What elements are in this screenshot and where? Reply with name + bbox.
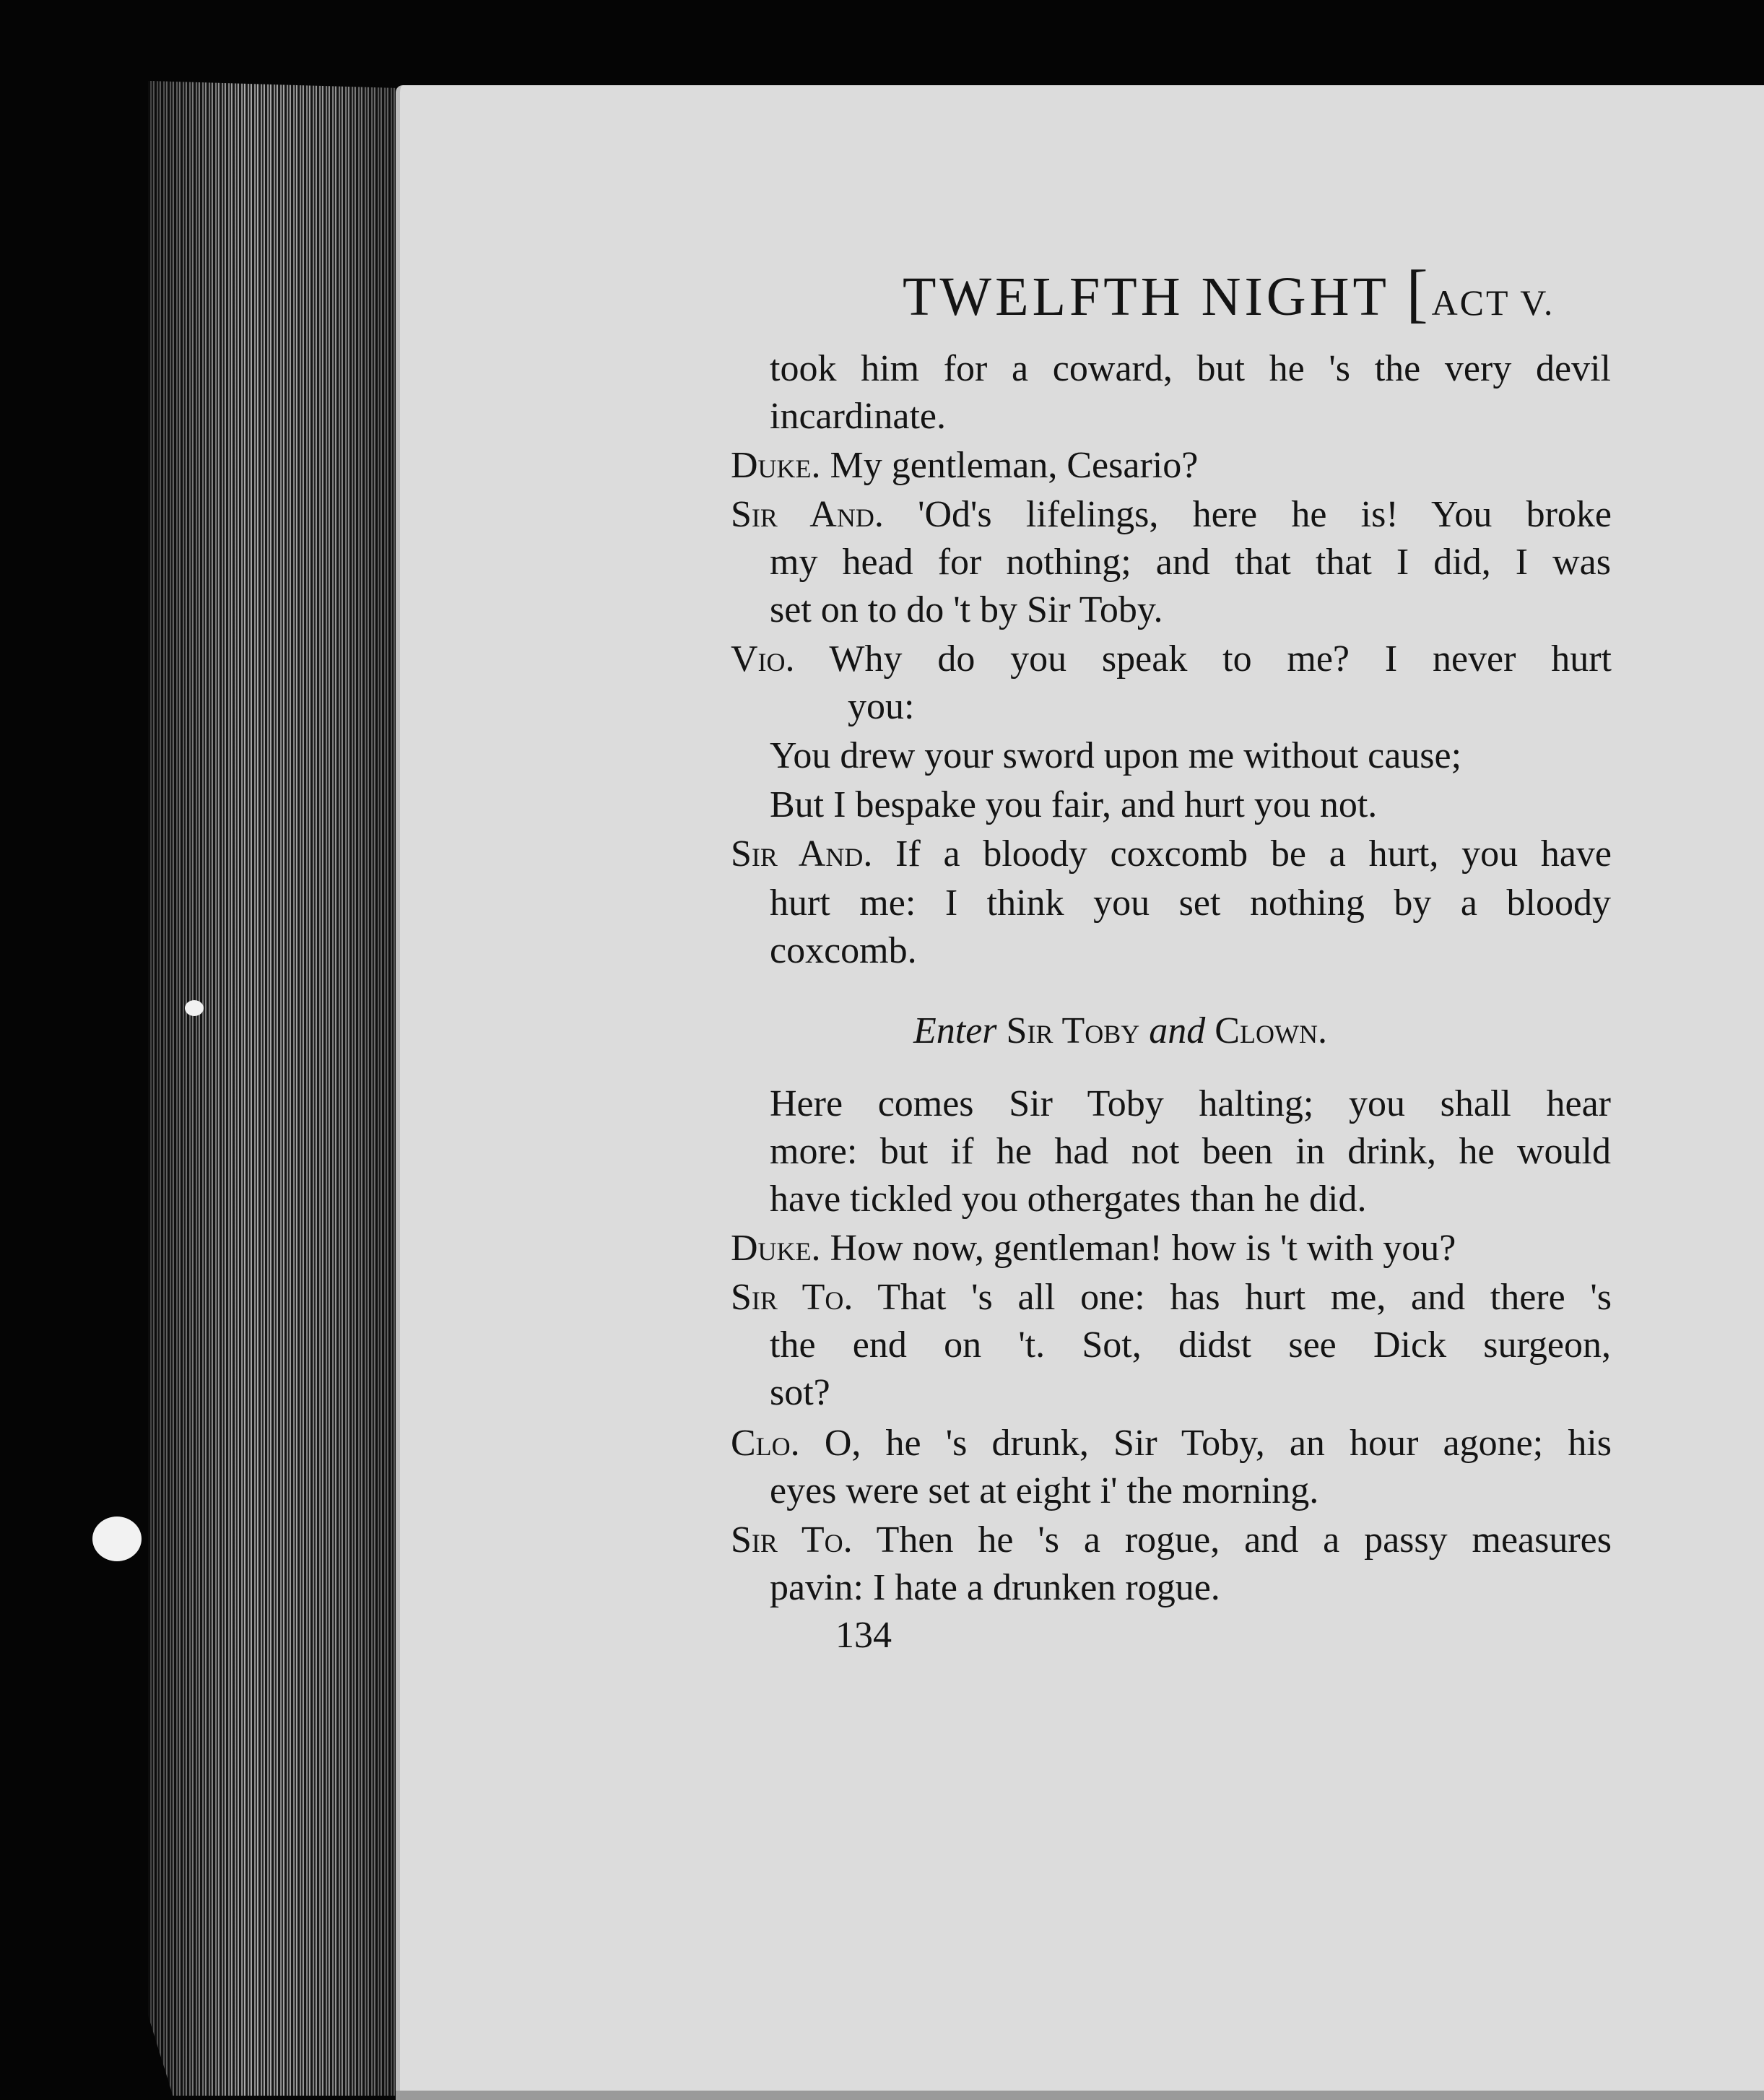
speaker-name: Clo. [731,1423,800,1464]
text-line: But I bespake you fair, and hurt you not. [770,784,1378,825]
speech-text: 'Od's lifelings, here he is! You broke [918,494,1612,535]
text-line: pavin: I hate a drunken rogue. [770,1567,1220,1608]
speech-sir-toby [731,1274,1612,1322]
page-number: 134 [835,1615,892,1656]
text-line: hurt me: I think you set nothing by a bloody [770,882,1611,924]
text-line: eyes were set at eight i' the morning. [770,1470,1319,1511]
running-head-act: ACT V. [1431,282,1555,323]
speech-text: How now, gentleman! how is 't with you? [830,1228,1456,1269]
speech-text: Then he 's a rogue, and a passy measures [876,1519,1612,1561]
speech-duke [731,1225,1456,1272]
text-line: coxcomb. [770,930,917,971]
speaker-name: Sir And. [731,494,884,535]
text-line: You drew your sword upon me without cause; [770,735,1462,776]
page-edge-blemish-large [92,1517,142,1561]
speech-text: O, he 's drunk, Sir Toby, an hour agone; his [824,1423,1612,1464]
page-edge-blemish-small [185,1000,204,1016]
text-line: incardinate. [770,396,946,437]
text-line: sot? [770,1372,830,1413]
text-line: took him for a coward, but he 's the very devil [770,348,1611,389]
speech-sir-andrew [731,491,1612,539]
text-line: the end on 't. Sot, didst see Dick surgeon, [770,1324,1611,1366]
speech-sir-toby [731,1517,1612,1564]
fore-edge-shadow [148,81,397,2096]
running-head-bracket: [ [1406,258,1432,329]
speech-duke [731,442,1198,490]
running-head [903,256,1555,331]
speech-text: If a bloody coxcomb be a hurt, you have [895,833,1612,875]
text-line: my head for nothing; and that that I did, I was [770,542,1611,583]
speech-text: My gentleman, Cesario? [830,445,1199,486]
speech-text: That 's all one: has hurt me, and there 's [877,1277,1612,1318]
speaker-name: Sir To. [731,1519,853,1561]
stage-and: and [1149,1010,1206,1051]
page-bottom-edge [396,2091,1764,2100]
speaker-name: Sir And. [731,833,873,875]
running-head-title: TWELFTH NIGHT [903,266,1389,327]
text-line: more: but if he had not been in drink, he would [770,1131,1611,1172]
speaker-name: Vio. [731,638,795,680]
speaker-name: Duke. [731,445,821,486]
speech-viola [731,635,1612,683]
speech-sir-andrew [731,830,1612,878]
speaker-name: Duke. [731,1228,821,1269]
text-line: set on to do 't by Sir Toby. [770,589,1163,630]
text-line: have tickled you othergates than he did. [770,1179,1367,1220]
speaker-name: Sir To. [731,1277,853,1318]
speech-clown [731,1420,1612,1467]
text-line: you: [848,686,915,727]
stage-enter: Enter [913,1010,997,1051]
stage-character: Sir Toby [1006,1010,1140,1051]
stage-direction [913,1010,1327,1052]
stage-character: Clown. [1215,1010,1327,1051]
text-line: Here comes Sir Toby halting; you shall hear [770,1083,1611,1124]
speech-text: Why do you speak to me? I never hurt [829,638,1612,680]
